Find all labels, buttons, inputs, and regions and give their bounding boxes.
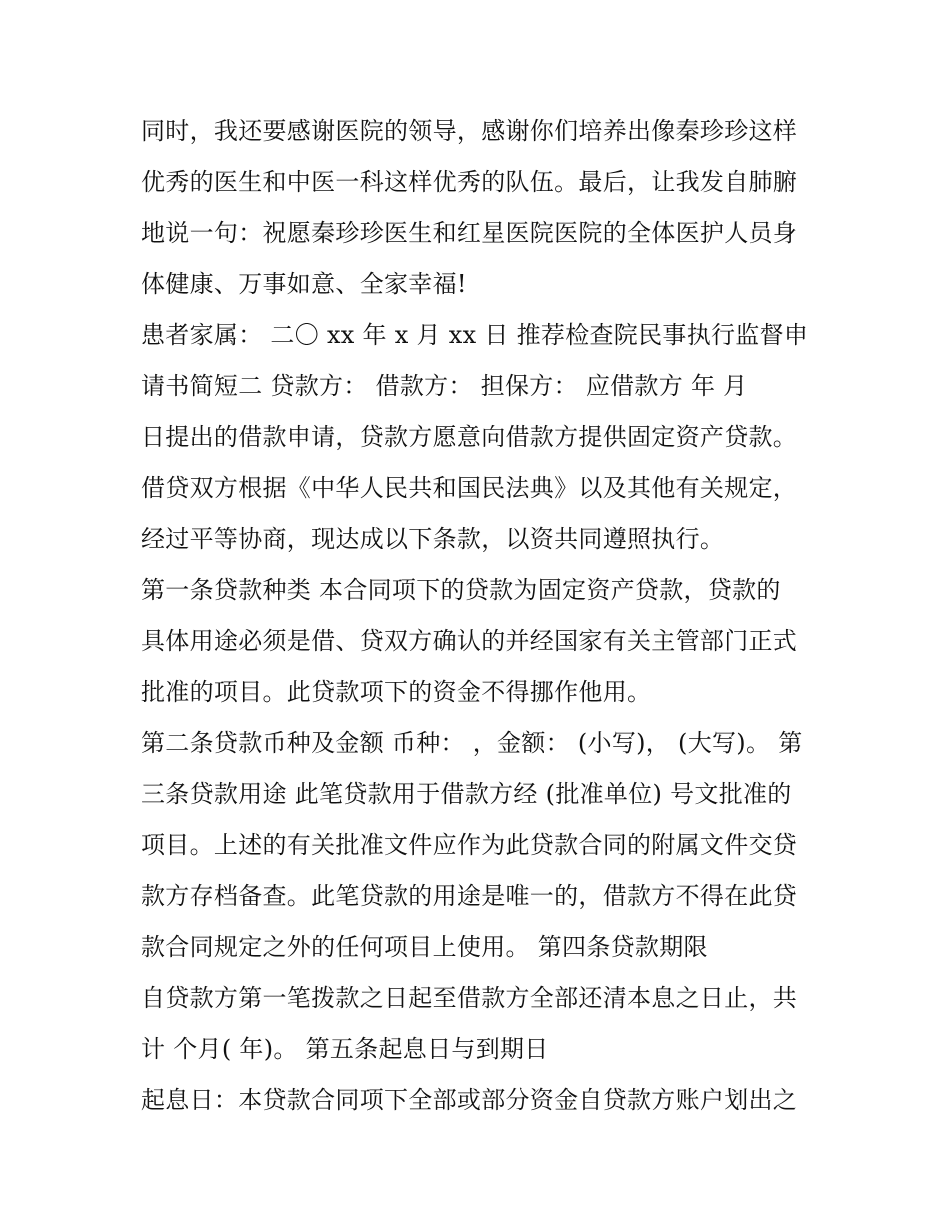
document-body: [141, 106, 821, 1126]
text-line: 起息日：本贷款合同项下全部或部分资金自贷款方账户划出之: [141, 1086, 798, 1114]
text-line: 款合同规定之外的任何项目上使用。 第四条贷款期限: [141, 933, 708, 961]
text-line: 批准的项目。此贷款项下的资金不得挪作他用。: [141, 678, 652, 706]
text-line: 借贷双方根据《中华人民共和国民法典》以及其他有关规定，: [141, 474, 798, 502]
text-line: 第二条贷款币种及金额 币种： ，金额： (小写)， (大写)。 第: [141, 729, 803, 757]
text-line: 地说一句：祝愿秦珍珍医生和红星医院医院的全体医护人员身: [141, 219, 798, 247]
text-line: 计 个月( 年)。 第五条起息日与到期日: [141, 1035, 549, 1063]
text-line: 自贷款方第一笔拨款之日起至借款方全部还清本息之日止，共: [141, 984, 798, 1012]
text-line: 具体用途必须是借、贷双方确认的并经国家有关主管部门正式: [141, 627, 798, 655]
text-line: 三条贷款用途 此笔贷款用于借款方经 (批准单位) 号文批准的: [141, 780, 792, 808]
text-line: 请书简短二 贷款方： 借款方： 担保方： 应借款方 年 月: [141, 372, 748, 400]
text-line: 款方存档备查。此笔贷款的用途是唯一的，借款方不得在此贷: [141, 882, 798, 910]
text-line: 同时，我还要感谢医院的领导，感谢你们培养出像秦珍珍这样: [141, 117, 798, 145]
text-line: 优秀的医生和中医一科这样优秀的队伍。最后，让我发自肺腑: [141, 168, 798, 196]
text-line: 项目。上述的有关批准文件应作为此贷款合同的附属文件交贷: [141, 831, 798, 859]
text-line: 经过平等协商，现达成以下条款，以资共同遵照执行。: [141, 525, 725, 553]
text-line: 体健康、万事如意、全家幸福!: [141, 270, 467, 298]
text-line: 日提出的借款申请，贷款方愿意向借款方提供固定资产贷款。: [141, 423, 798, 451]
text-line: 第一条贷款种类 本合同项下的贷款为固定资产贷款，贷款的: [141, 576, 781, 604]
text-line: 患者家属： 二〇 xx 年 x 月 xx 日 推荐检查院民事执行监督申: [141, 321, 809, 349]
